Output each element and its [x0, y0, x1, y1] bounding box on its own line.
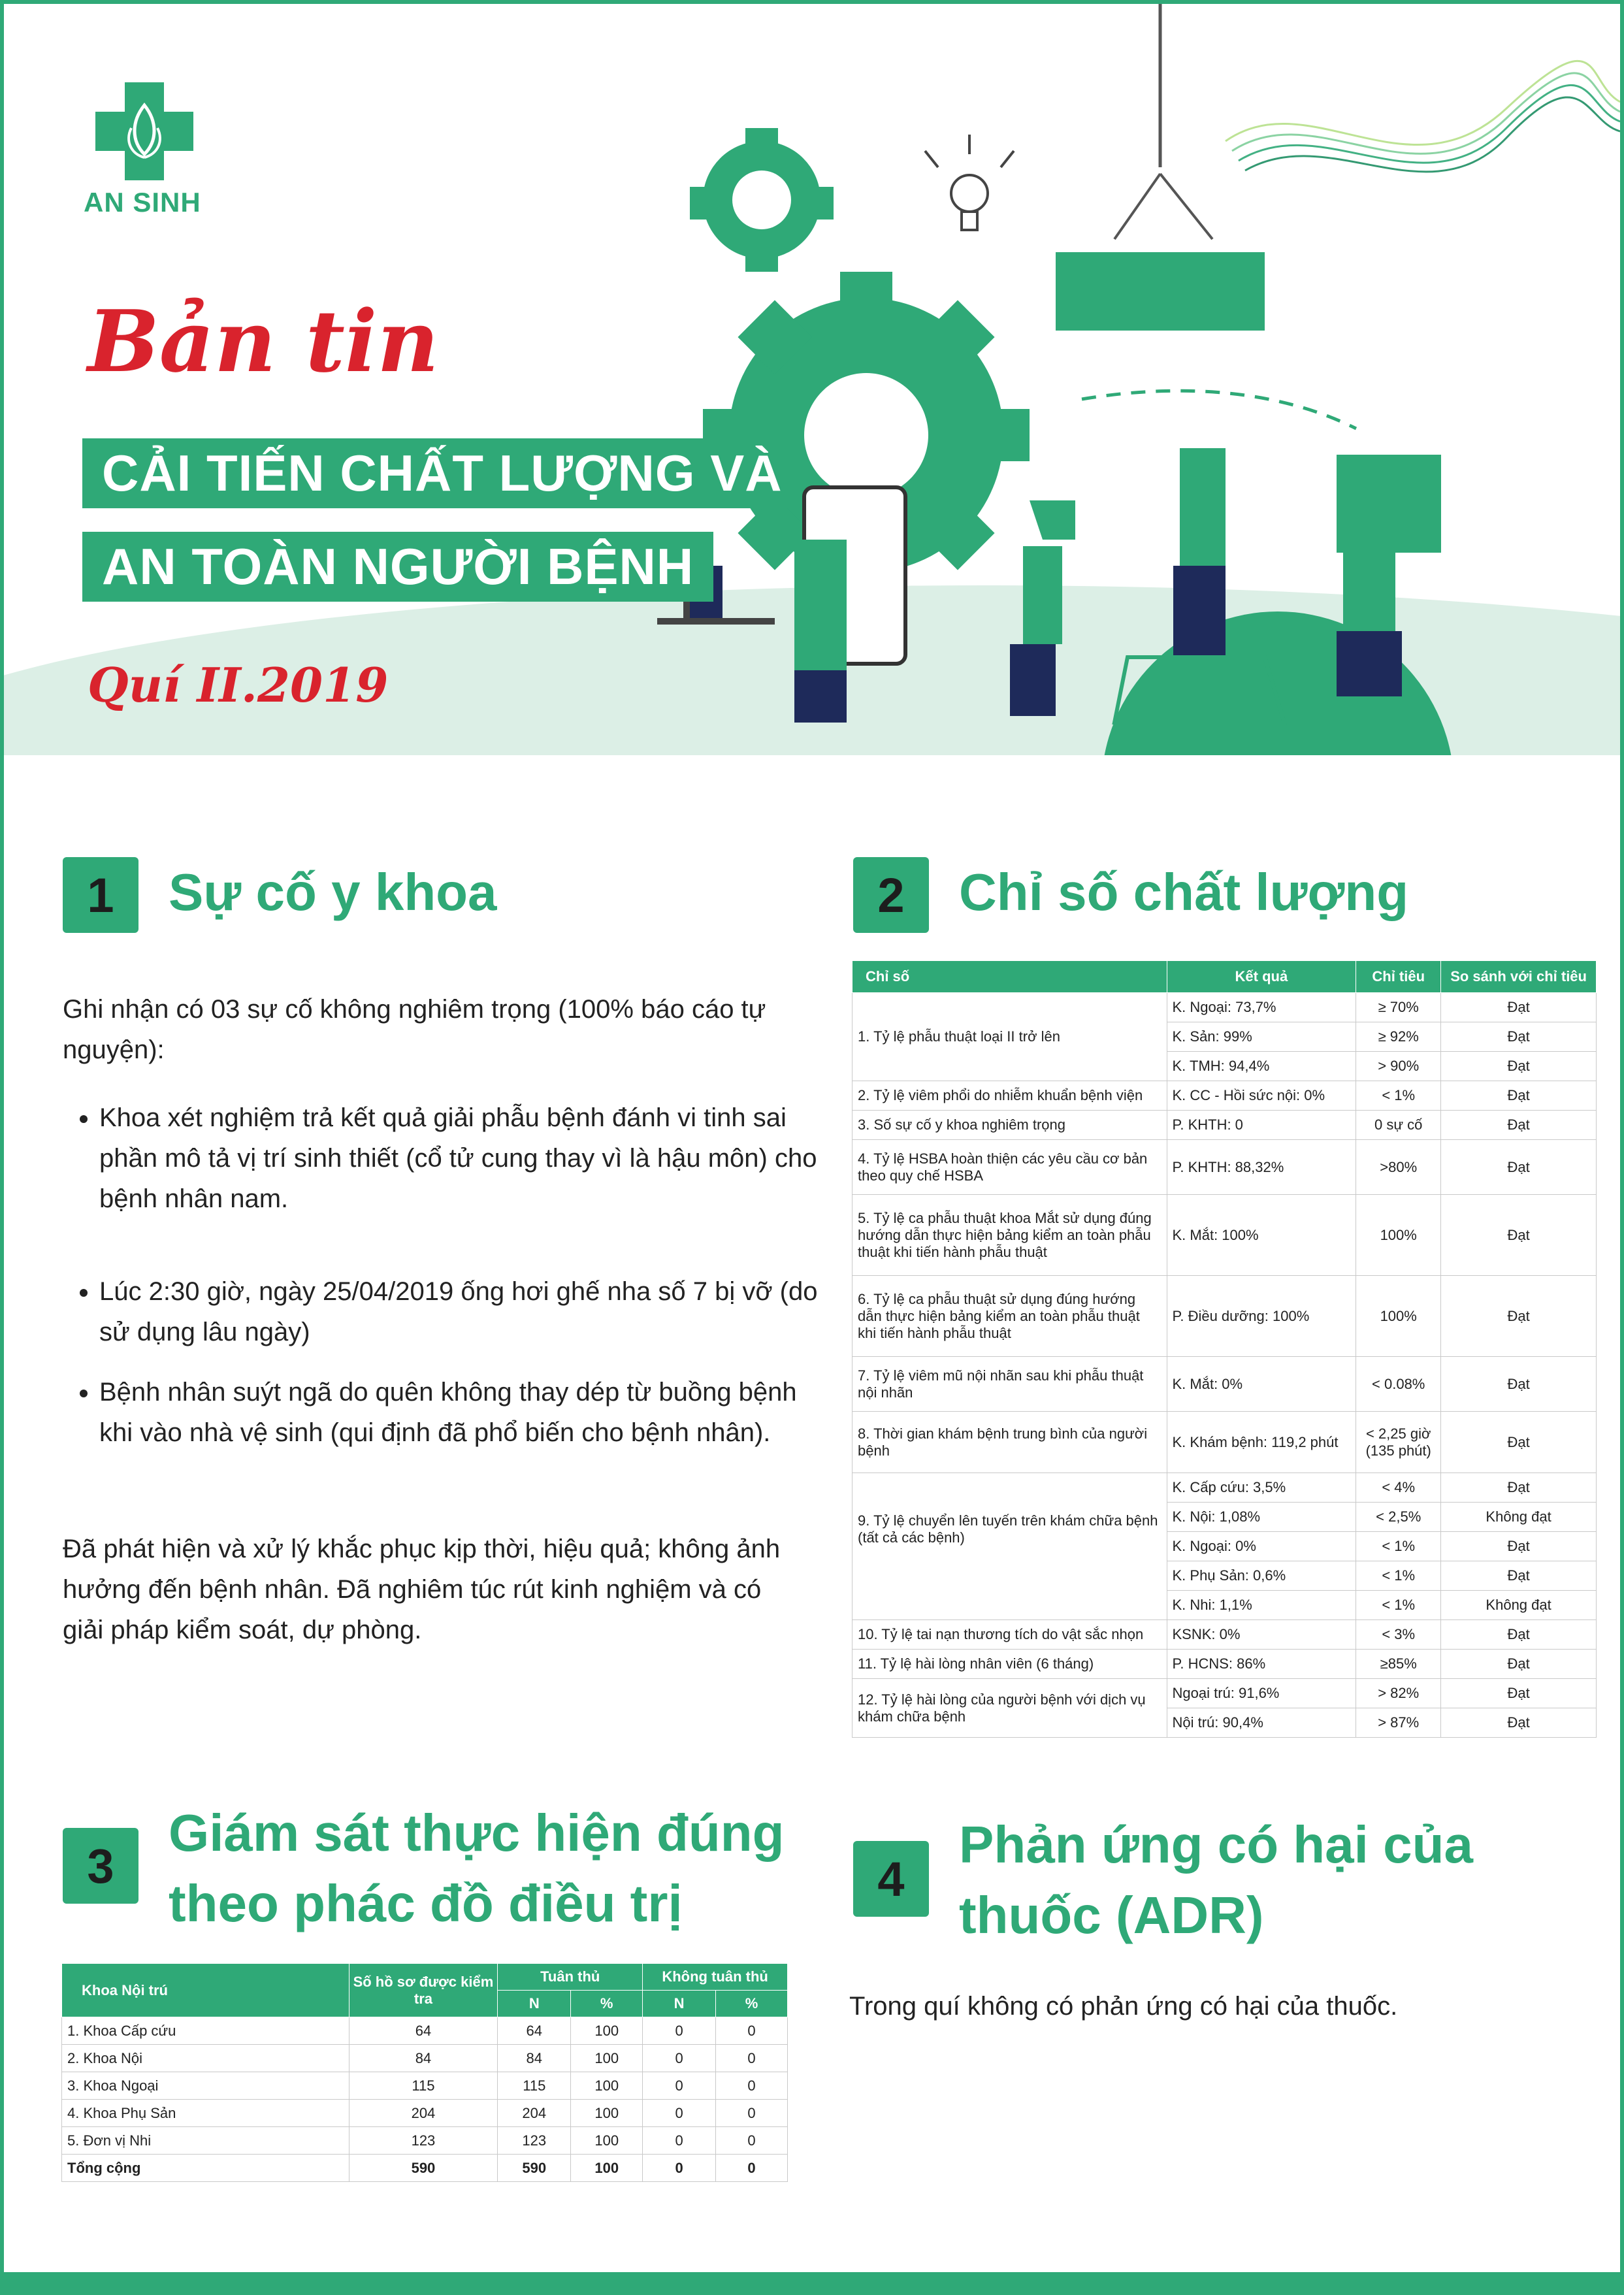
- col-header: So sánh với chỉ tiêu: [1441, 961, 1597, 993]
- list-item: • Khoa xét nghiệm trả kết quả giải phẫu bệnh đánh vi tinh sai phần mô tả vị trí sinh thiết (cổ tử cung thay vì là hậu môn) cho bệnh nhân nam.: [99, 1098, 831, 1219]
- table-row: 9. Tỷ lệ chuyển lên tuyến trên khám chữa bệnh (tất cả các bệnh) K. Cấp cứu: 3,5% < 4% Đạt: [853, 1473, 1597, 1503]
- col-header: Khoa Nội trú: [62, 1964, 349, 2017]
- table-row: K. Ngoại: 0% < 1% Đạt: [853, 1532, 1597, 1561]
- col-header: %: [716, 1991, 788, 2017]
- wave-icon: [1226, 61, 1620, 172]
- section4-text: Trong quí không có phản ứng có hại của thuốc.: [849, 1992, 1398, 2021]
- col-header: Tuân thủ: [498, 1964, 643, 1991]
- cross-logo-icon: [95, 82, 193, 180]
- period-label: Quí II.2019: [88, 657, 389, 713]
- section1-title: Sự cố y khoa: [169, 863, 497, 921]
- col-header: Chỉ số: [853, 961, 1167, 993]
- section1-bullets: [63, 1098, 831, 1487]
- table-row: 1. Tỷ lệ phẫu thuật loại II trở lên K. Ngoại: 73,7% ≥ 70% Đạt: [853, 993, 1597, 1022]
- table-row: 3. Khoa Ngoại 115 115 100 0 0: [62, 2072, 788, 2100]
- table-row: 1. Khoa Cấp cứu 64 64 100 0 0: [62, 2017, 788, 2045]
- col-header: N: [498, 1991, 571, 2017]
- table-row: 6. Tỷ lệ ca phẫu thuật sử dụng đúng hướng dẫn thực hiện bảng kiểm an toàn phẫu thuật khi tiến hành phẫu thuật P. Điều dưỡng: 100% 100% Đạt: [853, 1276, 1597, 1357]
- protocol-monitoring-table: [61, 1963, 788, 2182]
- table-row: 8. Thời gian khám bệnh trung bình của người bệnh K. Khám bệnh: 119,2 phút < 2,25 giờ (135 phút) Đạt: [853, 1412, 1597, 1473]
- col-header: %: [571, 1991, 643, 2017]
- table-row: K. Nhi: 1,1% < 1% Không đạt: [853, 1591, 1597, 1620]
- col-header: Không tuân thủ: [643, 1964, 788, 1991]
- col-header: N: [643, 1991, 716, 2017]
- table-row: 4. Khoa Phụ Sản 204 204 100 0 0: [62, 2100, 788, 2127]
- table-row: K. Phụ Sản: 0,6% < 1% Đạt: [853, 1561, 1597, 1591]
- col-header: Số hồ sơ được kiểm tra: [349, 1964, 498, 2017]
- table-row: K. TMH: 94,4% > 90% Đạt: [853, 1052, 1597, 1081]
- main-title-line1: CẢI TIẾN CHẤT LƯỢNG VÀ: [82, 438, 802, 508]
- table-row: K. Sản: 99% ≥ 92% Đạt: [853, 1022, 1597, 1052]
- table-row-total: Tổng cộng 590 590 100 0 0: [62, 2155, 788, 2182]
- table-row: K. Nội: 1,08% < 2,5% Không đạt: [853, 1503, 1597, 1532]
- section4-title-line1: Phản ứng có hại của: [959, 1815, 1473, 1874]
- header-hero: [4, 4, 1620, 755]
- section1-conclusion: Đã phát hiện và xử lý khắc phục kịp thời, hiệu quả; không ảnh hưởng đến bệnh nhân. Đã nghiêm túc rút kinh nghiệm và có giải pháp kiểm soát, dự phòng.: [63, 1535, 781, 1644]
- table-row: Nội trú: 90,4% > 87% Đạt: [853, 1708, 1597, 1738]
- table-row: 3. Số sự cố y khoa nghiêm trọng P. KHTH: 0 0 sự cố Đạt: [853, 1111, 1597, 1140]
- section4-number: 4: [853, 1841, 929, 1917]
- col-header: Chỉ tiêu: [1356, 961, 1441, 993]
- footer-bar: [0, 2272, 1624, 2295]
- col-header: Kết quả: [1167, 961, 1356, 993]
- section3-number: 3: [63, 1828, 138, 1904]
- bulletin-title: Bản tin: [88, 291, 439, 391]
- quality-indicator-table: [852, 960, 1597, 1738]
- section1-intro: Ghi nhận có 03 sự cố không nghiêm trọng (100% báo cáo tự nguyện):: [63, 995, 766, 1064]
- section2-number: 2: [853, 857, 929, 933]
- section2-title: Chỉ số chất lượng: [959, 863, 1409, 921]
- table-row: 11. Tỷ lệ hài lòng nhân viên (6 tháng) P. HCNS: 86% ≥85% Đạt: [853, 1650, 1597, 1679]
- table-row: 12. Tỷ lệ hài lòng của người bệnh với dịch vụ khám chữa bệnh Ngoại trú: 91,6% > 82% Đạt: [853, 1679, 1597, 1708]
- table-row: 5. Tỷ lệ ca phẫu thuật khoa Mắt sử dụng đúng hướng dẫn thực hiện bảng kiểm an toàn phẫu thuật khi tiến hành phẫu thuật K. Mắt: 100% 100% Đạt: [853, 1195, 1597, 1276]
- table-row: 2. Tỷ lệ viêm phổi do nhiễm khuẩn bệnh viện K. CC - Hồi sức nội: 0% < 1% Đạt: [853, 1081, 1597, 1111]
- section3-title-line1: Giám sát thực hiện đúng: [169, 1804, 785, 1862]
- table-row: 5. Đơn vị Nhi 123 123 100 0 0: [62, 2127, 788, 2155]
- table-row: 2. Khoa Nội 84 84 100 0 0: [62, 2045, 788, 2072]
- section4-title-line2: thuốc (ADR): [959, 1886, 1264, 1944]
- table-row: 7. Tỷ lệ viêm mũ nội nhãn sau khi phẫu thuật nội nhãn K. Mắt: 0% < 0.08% Đạt: [853, 1357, 1597, 1412]
- main-title-line2: AN TOÀN NGƯỜI BỆNH: [82, 532, 713, 602]
- table-row: 10. Tỷ lệ tai nạn thương tích do vật sắc nhọn KSNK: 0% < 3% Đạt: [853, 1620, 1597, 1650]
- table-row: 4. Tỷ lệ HSBA hoàn thiện các yêu cầu cơ bản theo quy chế HSBA P. KHTH: 88,32% >80% Đạt: [853, 1140, 1597, 1195]
- logo-text: AN SINH: [84, 187, 201, 218]
- lightbulb-icon: [925, 135, 1014, 230]
- hook-icon: [1056, 4, 1265, 331]
- section3-title-line2: theo phác đồ điều trị: [169, 1874, 683, 1932]
- list-item: • Lúc 2:30 giờ, ngày 25/04/2019 ống hơi ghế nha số 7 bị vỡ (do sử dụng lâu ngày): [99, 1271, 831, 1352]
- section1-number: 1: [63, 857, 138, 933]
- list-item: • Bệnh nhân suýt ngã do quên không thay dép từ buồng bệnh khi vào nhà vệ sinh (qui định đã phổ biến cho bệnh nhân).: [99, 1372, 831, 1453]
